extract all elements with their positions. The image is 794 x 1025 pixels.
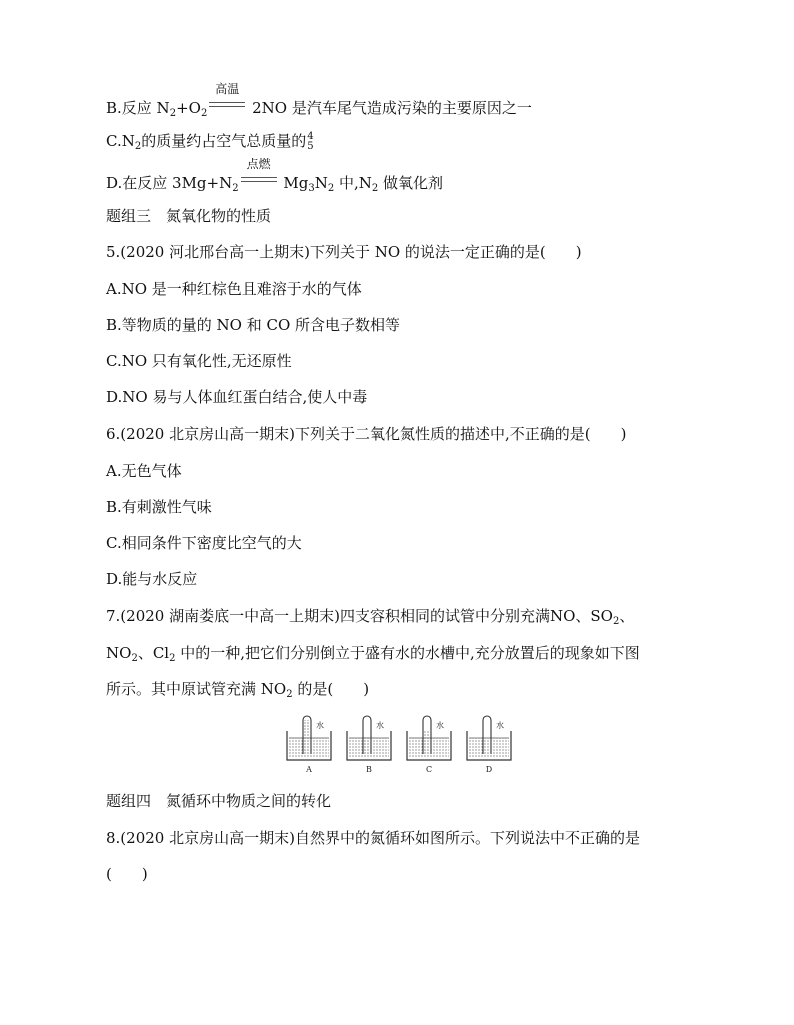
question-5: 5.(2020 河北邢台高一上期末)下列关于 NO 的说法一定正确的是( ) [106, 243, 582, 261]
trough-water [469, 738, 509, 758]
water-label: 水 [376, 721, 384, 730]
tube-water [424, 731, 430, 754]
reaction-condition: 高温 [209, 98, 245, 118]
test-tube-figure [283, 713, 523, 777]
q5-option-d: D.NO 易与人体血红蛋白结合,使人中毒 [106, 388, 368, 406]
tube-label: A [306, 765, 312, 774]
section-heading-group4: 题组四 氮循环中物质之间的转化 [106, 792, 332, 810]
tube-label: C [425, 765, 433, 774]
option-c-line: $C.N_2$的质量约占空气总质量的 4 5 [106, 131, 314, 152]
tube-label: B [366, 765, 372, 774]
section-heading-group3: 题组三 氮氧化物的性质 [106, 207, 272, 225]
question-7-line-3: 所示。其中原试管充满 $NO_2$ 的是( ) [106, 680, 370, 700]
q6-option-b: B.有刺激性气味 [106, 498, 212, 516]
question-8-line-1: 8.(2020 北京房山高一期末)自然界中的氮循环如图所示。下列说法中不正确的是 [106, 829, 640, 847]
option-d-line: D.在反应 $3Mg+N_2$ 点燃 $Mg_3N_2$ 中$,N_2$ 做氧化剂 [106, 157, 444, 194]
q6-option-d: D.能与水反应 [106, 570, 198, 588]
tube-setup-c [407, 716, 451, 774]
question-7-line-1: 7.(2020 湖南娄底一中高一上期末)四支容积相同的试管中分别充满NO、$SO_2$、 [106, 607, 635, 627]
question-7-line-2: $NO_2$、$Cl_2$ 中的一种,把它们分别倒立于盛有水的水槽中,充分放置后的现象如下图 [106, 644, 640, 664]
tube-setup-a [287, 716, 331, 774]
q5-option-c: C.NO 只有氧化性,无还原性 [106, 352, 292, 370]
q5-option-b: B.等物质的量的 NO 和 CO 所含电子数相等 [106, 316, 401, 334]
tube-setup-b [347, 716, 391, 774]
reaction-condition: 点燃 [241, 173, 277, 193]
fraction: 4 5 [307, 131, 314, 152]
question-6: 6.(2020 北京房山高一期末)下列关于二氧化氮性质的描述中,不正确的是( ) [106, 425, 627, 443]
tube-label: D [485, 765, 493, 774]
q6-option-c: C.相同条件下密度比空气的大 [106, 534, 302, 552]
q6-option-a: A.无色气体 [106, 462, 182, 480]
tube-water [364, 737, 370, 754]
q5-option-a: A.NO 是一种红棕色且难溶于水的气体 [106, 280, 362, 298]
tube-setup-d [467, 716, 511, 774]
question-8-line-2: ( ) [106, 865, 148, 883]
option-b-line: B.反应 $N_2+O_2$ 高温 2NO 是汽车尾气造成污染的主要原因之一 [106, 82, 532, 119]
water-label: 水 [436, 721, 444, 730]
tube-water [304, 720, 310, 754]
water-label: 水 [316, 721, 324, 730]
water-label: 水 [496, 721, 504, 730]
